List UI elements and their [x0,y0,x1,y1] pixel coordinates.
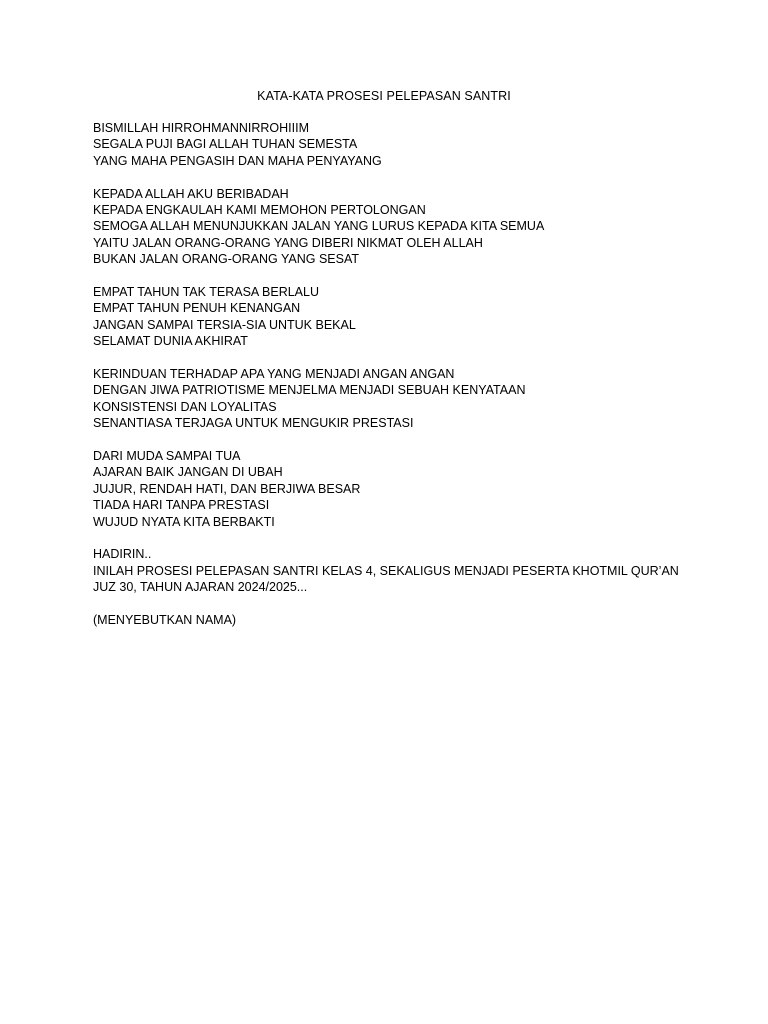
document-title: KATA-KATA PROSESI PELEPASAN SANTRI [257,89,511,103]
stanza-line: KEPADA ENGKAULAH KAMI MEMOHON PERTOLONGAN [93,203,426,218]
stanza-line: BUKAN JALAN ORANG-ORANG YANG SESAT [93,252,360,267]
stanza-4 [93,366,683,432]
stanza-line: BISMILLAH HIRROHMANNIRROHIIIM [93,121,309,135]
stanza-line: WUJUD NYATA KITA BERBAKTI [93,514,275,529]
stanza-line: JANGAN SAMPAI TERSIA-SIA UNTUK BEKAL [93,317,356,332]
stanza-line: EMPAT TAHUN TAK TERASA BERLALU [93,285,319,300]
stanza-line: DARI MUDA SAMPAI TUA [93,449,241,464]
closing-note-section [93,612,683,628]
stanza-line: JUJUR, RENDAH HATI, DAN BERJIWA BESAR [93,481,361,496]
stanza-line: YANG MAHA PENGASIH DAN MAHA PENYAYANG [93,153,382,168]
stanza-line: KERINDUAN TERHADAP APA YANG MENJADI ANGAN ANGAN [93,367,455,382]
stanza-line: TIADA HARI TANPA PRESTASI [93,498,270,513]
stanza-2 [93,186,683,268]
stanza-line: DENGAN JIWA PATRIOTISME MENJELMA MENJADI SEBUAH KENYATAAN [93,383,526,398]
stanza-line: SENANTIASA TERJAGA UNTUK MENGUKIR PRESTASI [93,416,414,431]
closing-section [93,546,683,595]
stanza-line: KEPADA ALLAH AKU BERIBADAH [93,186,289,201]
closing-announcement: INILAH PROSESI PELEPASAN SANTRI KELAS 4, SEKALIGUS MENJADI PESERTA KHOTMIL QUR’AN JUZ 30, TAHUN AJARAN 2024/2025... [93,563,679,595]
stanza-line: AJARAN BAIK JANGAN DI UBAH [93,465,283,480]
stanza-1 [93,120,683,169]
stanza-line: KONSISTENSI DAN LOYALITAS [93,399,277,414]
stanza-3 [93,284,683,350]
stanza-line: SEGALA PUJI BAGI ALLAH TUHAN SEMESTA [93,137,358,152]
closing-note: (MENYEBUTKAN NAMA) [93,613,237,628]
stanza-line: EMPAT TAHUN PENUH KENANGAN [93,301,301,316]
stanza-line: SELAMAT DUNIA AKHIRAT [93,334,248,349]
stanza-line: SEMOGA ALLAH MENUNJUKKAN JALAN YANG LURUS KEPADA KITA SEMUA [93,219,545,234]
stanza-line: YAITU JALAN ORANG-ORANG YANG DIBERI NIKMAT OLEH ALLAH [93,235,483,250]
document-body [93,120,683,645]
closing-greeting: HADIRIN.. [93,547,152,562]
stanza-5 [93,448,683,530]
